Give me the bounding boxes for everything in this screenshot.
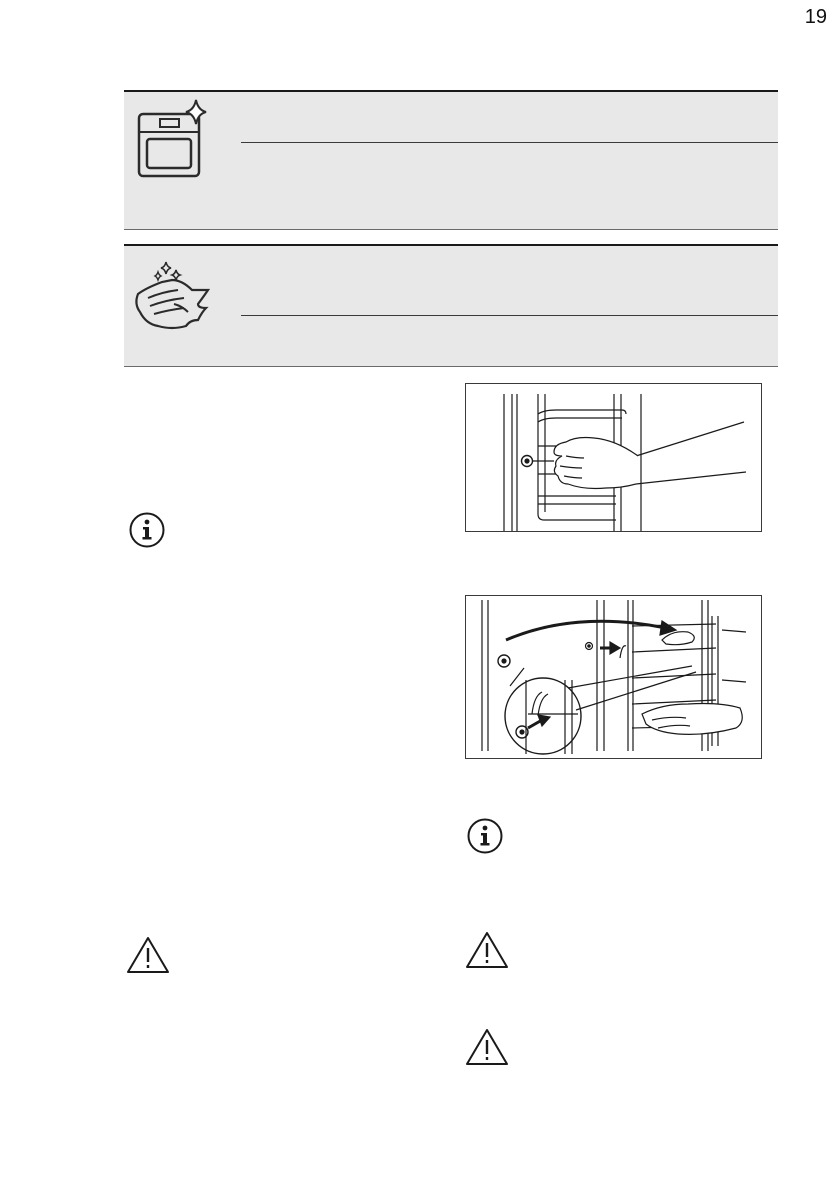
warning-icon (126, 936, 170, 974)
install-shelf-support-figure (465, 595, 762, 759)
page-number: 19 (804, 6, 827, 28)
info-icon (128, 511, 166, 549)
hand-wipe-panel (124, 244, 778, 367)
oven-clean-icon (134, 98, 214, 182)
panel-bottom-border (124, 229, 778, 230)
oven-cleaning-panel (124, 90, 778, 230)
panel-divider (241, 315, 778, 316)
warning-icon (465, 931, 509, 969)
remove-shelf-support-figure (465, 383, 762, 532)
warning-icon (465, 1028, 509, 1066)
hand-wipe-icon (132, 260, 214, 334)
info-icon (466, 817, 504, 855)
panel-bottom-border (124, 366, 778, 367)
panel-divider (241, 142, 778, 143)
